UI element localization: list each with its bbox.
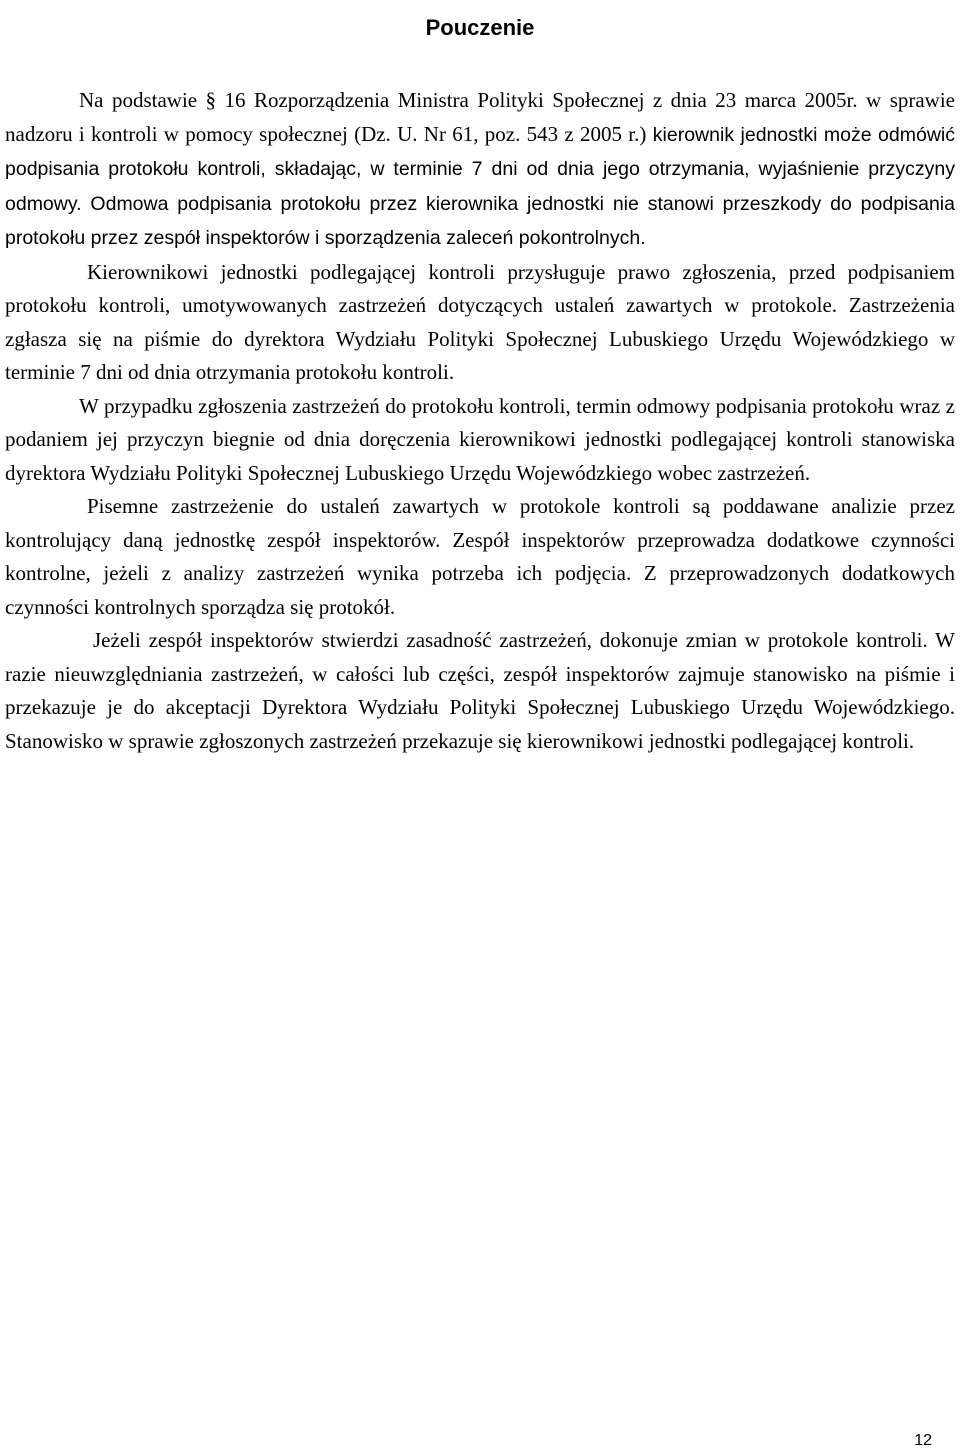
paragraph-1-body: kierownik jednostki może odmówić podpisania protokołu kontroli, składając, w terminie 7 dni od dnia jego otrzymania, wyjaśnienie przyczyny odmowy. Odmowa podpisania protokołu przez kierownika jednostki nie stanowi przeszkody do podpisania protokołu przez zespół inspektorów i sporządzenia zaleceń pokontrolnych. [5,123,955,249]
page-number: 12 [914,1432,932,1449]
paragraph-4: Pisemne zastrzeżenie do ustaleń zawartych w protokole kontroli są poddawane analizie przez kontrolujący daną jednostkę zespół inspektorów. Zespół inspektorów przeprowadza dodatkowe czynności kontrolne, jeżeli z analizy zastrzeżeń wynika potrzeba ich podjęcia. Z przeprowadzonych dodatkowych czynności kontrolnych sporządza się protokół. [5,494,955,619]
paragraph-5: Jeżeli zespół inspektorów stwierdzi zasadność zastrzeżeń, dokonuje zmian w protokole kontroli. W razie nieuwzględniania zastrzeżeń, w całości lub części, zespół inspektorów zajmuje stanowisko na piśmie i przekazuje je do akceptacji Dyrektora Wydziału Polityki Społecznej Lubuskiego Urzędu Wojewódzkiego. Stanowisko w sprawie zgłoszonych zastrzeżeń przekazuje się kierownikowi jednostki podlegającej kontroli. [5,628,955,753]
paragraph-1 [5,84,955,256]
paragraph-3: W przypadku zgłoszenia zastrzeżeń do protokołu kontroli, termin odmowy podpisania protokołu wraz z podaniem jej przyczyn biegnie od dnia doręczenia kierownikowi jednostki podlegającej kontroli stanowiska dyrektora Wydziału Polityki Społecznej Lubuskiego Urzędu Wojewódzkiego wobec zastrzeżeń. [5,393,955,485]
paragraph-1-legal-basis: Na podstawie § 16 Rozporządzenia Ministra Polityki Społecznej z dnia 23 marca 2005r. w sprawie nadzoru i kontroli w pomocy społecznej (Dz. U. Nr 61, poz. 543 z 2005 r.) [5,88,955,146]
page-title: Pouczenie [425,14,535,40]
paragraph-2: Kierownikowi jednostki podlegającej kontroli przysługuje prawo zgłoszenia, przed podpisaniem protokołu kontroli, umotywowanych zastrzeżeń dotyczących ustaleń zawartych w protokole. Zastrzeżenia zgłasza się na piśmie do dyrektora Wydziału Polityki Społecznej Lubuskiego Urzędu Wojewódzkiego w terminie 7 dni od dnia otrzymania protokołu kontroli. [5,259,955,384]
document-body [5,84,955,758]
